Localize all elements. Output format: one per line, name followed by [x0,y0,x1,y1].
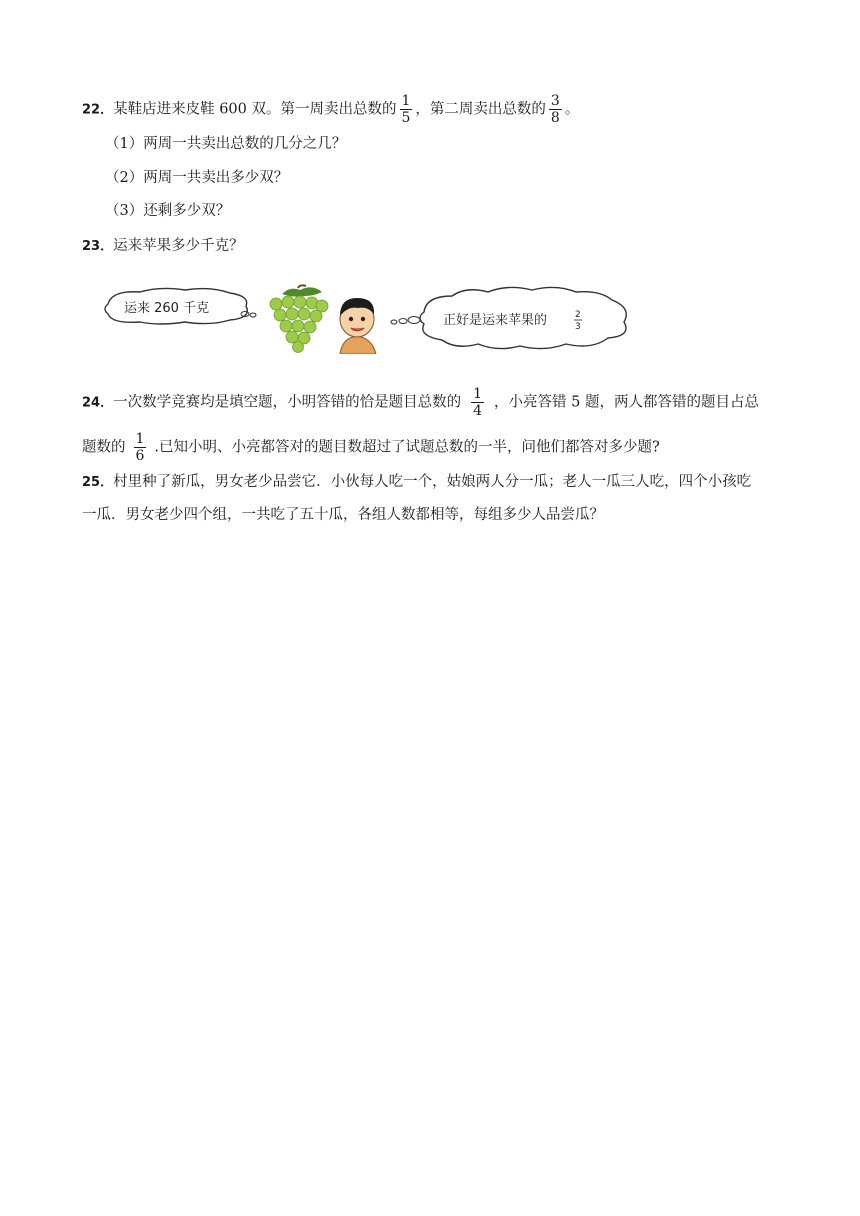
q23-line [82,236,244,257]
q22-sub-3: （3）还剩多少双？ [105,203,231,219]
q22-text-c: 。 [564,101,580,118]
q24-fraction-1: $\frac{1}{4}$ [473,386,483,419]
q22-number: 22． [82,102,114,118]
q23-text: 运来苹果多少千克？ [113,238,244,254]
right-bubble-frac-num: 2 [575,310,581,320]
q25-text-line-1: 村里种了新瓜，男女老少品尝它．小伙每人吃一个，姑娘两人分一瓜；老人一瓜三人吃，四个小孩吃 [113,474,752,490]
q25-line-2: 一瓜．男女老少四个组，一共吃了五十瓜，各组人数都相等，每组多少人品尝瓜？ [82,507,604,523]
q22-text-b: ，第二周卖出总数的 [415,101,546,118]
q22-text-a: 某鞋店进来皮鞋 600 双。第一周卖出总数的 [113,101,397,118]
q23-illustration [100,284,635,354]
boy-icon [340,298,376,354]
q24-text-b: ，小亮答错 5 题，两人都答错的题目占总 [494,394,759,411]
q24-text-a: 一次数学竞赛均是填空题，小明答错的恰是题目总数的 [113,394,462,411]
q23-number: 23． [82,239,114,254]
q24-text-c: 题数的 [82,439,126,456]
q24-number: 24． [82,395,114,411]
right-bubble-text: 正好是运来苹果的 [443,313,548,328]
q23-illustration-svg [100,284,635,354]
left-bubble-text: 运来 260 千克 [124,301,210,316]
q22-line [82,93,579,126]
grapes-icon [270,285,328,352]
q24-fraction-2: $\frac{1}{6}$ [135,431,145,464]
right-bubble-frac-den: 3 [575,322,581,332]
q22-sub-1: （1）两周一共卖出总数的几分之几？ [105,136,347,152]
q25-line-1 [82,472,751,493]
q25-number: 25． [82,475,114,490]
q24-text-d: .已知小明、小亮都答对的题目数超过了试题总数的一半，问他们都答对多少题? [154,439,660,456]
q24-line-2 [82,431,660,464]
q22-fraction-1: $\frac{1}{5}$ [401,93,411,126]
q24-line-1 [82,386,759,419]
q22-sub-2: （2）两周一共卖出多少双？ [105,170,289,186]
q22-fraction-2: $\frac{3}{8}$ [550,93,560,126]
